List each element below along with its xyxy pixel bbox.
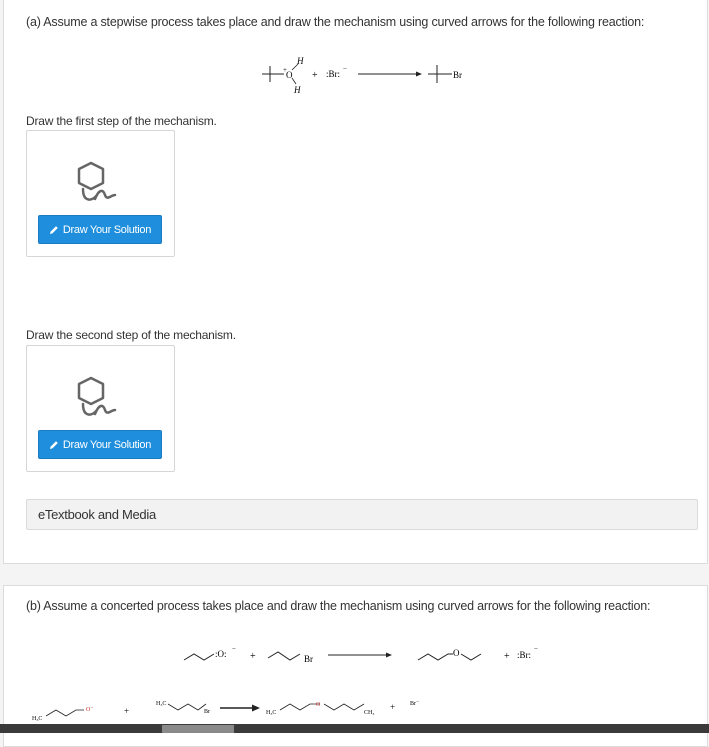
oxonium-oxygen: O: [286, 70, 293, 80]
h3c-label-3: H₃C: [266, 710, 277, 716]
part-b-second-row-scheme: [30, 694, 450, 724]
draw-solution-label: Draw Your Solution: [62, 223, 152, 236]
step1-drawing-area[interactable]: [26, 130, 175, 257]
oxonium-charge: +: [283, 66, 287, 74]
reaction-plus-2: +: [504, 651, 510, 662]
row2-plus-2: +: [390, 702, 396, 712]
step1-prompt: Draw the first step of the mechanism.: [26, 114, 217, 128]
horizontal-scrollbar[interactable]: [0, 724, 709, 733]
part-b-reaction-scheme: [180, 640, 570, 670]
row2-plus: +: [124, 706, 130, 716]
step2-prompt: Draw the second step of the mechanism.: [26, 328, 236, 342]
row2-br-minus: Br⁻: [410, 701, 420, 707]
product-bromine: Br: [453, 70, 462, 80]
part-a-question: (a) Assume a stepwise process takes place and draw the mechanism using curved arrows for the following reaction:: [26, 15, 645, 29]
h3c-label-1: H₃C: [32, 716, 43, 722]
o-minus-label: O⁻: [86, 707, 94, 713]
ethyl-bromine: Br: [304, 654, 313, 664]
row2-ether-o: O: [316, 702, 321, 708]
draw-solution-button-step1[interactable]: [38, 215, 162, 244]
pencil-icon: [49, 440, 59, 450]
row2-br: Br: [204, 709, 210, 715]
alkoxide-oxygen: :O:: [215, 649, 227, 659]
pencil-icon: [49, 225, 59, 235]
draw-solution-label: Draw Your Solution: [62, 438, 152, 451]
etextbook-media-link[interactable]: eTextbook and Media: [26, 499, 698, 530]
drawing-hexagon-icon: [71, 159, 121, 209]
ether-oxygen: O: [453, 648, 460, 658]
bromide-charge: −: [534, 645, 538, 653]
part-a-reaction-scheme: [250, 52, 500, 100]
oxonium-h-top: H: [297, 56, 304, 66]
oxonium-h-bottom: H: [294, 85, 301, 95]
bromide-charge: −: [343, 65, 347, 73]
alkoxide-charge: −: [232, 645, 236, 653]
part-b-question: (b) Assume a concerted process takes place and draw the mechanism using curved arrows for the following reaction:: [26, 599, 651, 613]
step2-drawing-area[interactable]: [26, 345, 175, 472]
h3c-label-2: H₃C: [156, 701, 167, 707]
draw-solution-button-step2[interactable]: [38, 430, 162, 459]
bromide-ion: :Br:: [326, 69, 341, 79]
reaction-plus: +: [250, 651, 256, 662]
scrollbar-thumb[interactable]: [162, 725, 234, 733]
ch3-label: CH₃: [364, 710, 375, 716]
bromide-ion: :Br:: [517, 650, 532, 660]
drawing-hexagon-icon: [71, 374, 121, 424]
reaction-plus: +: [312, 70, 318, 81]
